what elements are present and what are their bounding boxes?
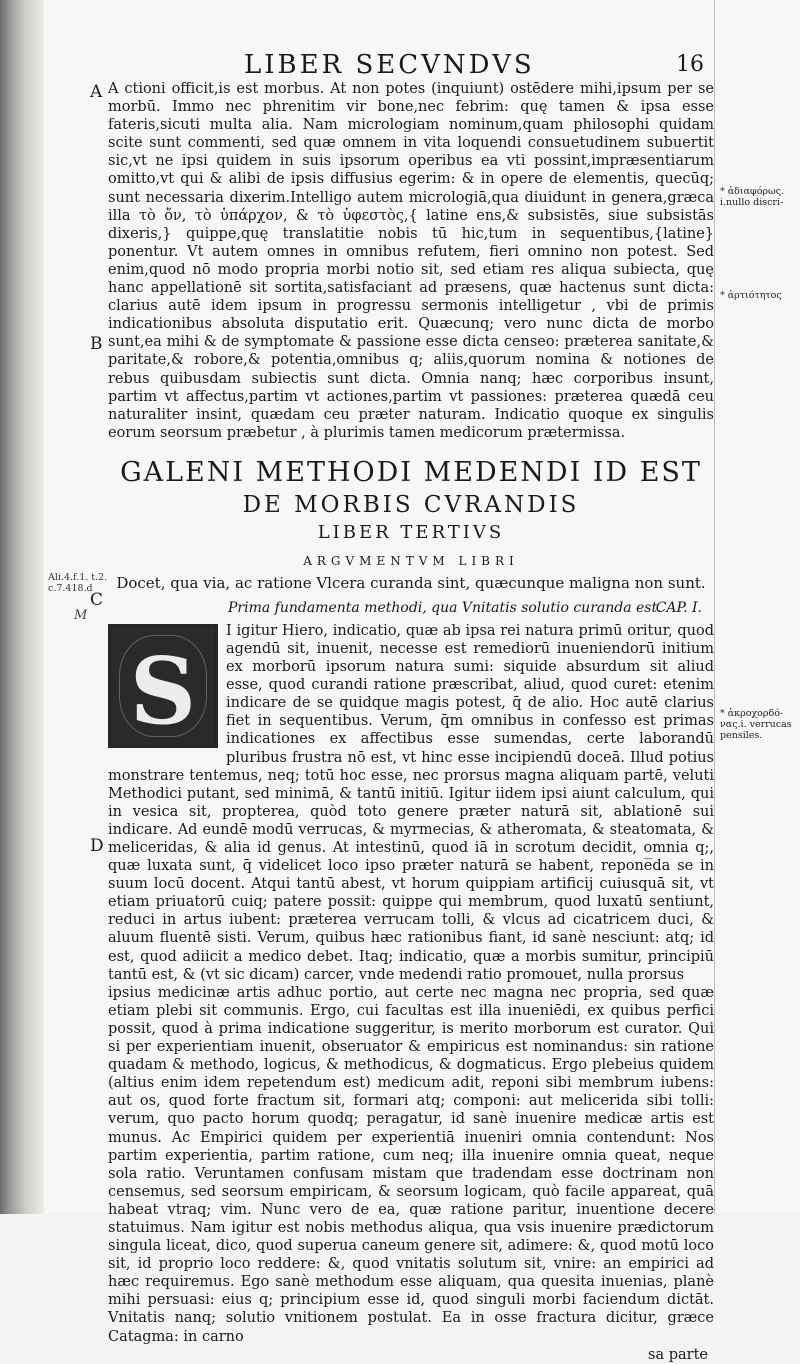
chapter-number: CAP. I. bbox=[655, 599, 702, 616]
side-note-greek-cont: νας.i. verrucas bbox=[720, 719, 792, 730]
side-note-greek: * ἀρτιότητος bbox=[720, 290, 782, 301]
side-note-1 bbox=[720, 186, 798, 208]
chapter-title: Prima fundamenta methodi, qua Vnitatis solutio curanda est. bbox=[228, 599, 662, 616]
book-title-block bbox=[108, 456, 714, 594]
catchword: sa parte bbox=[648, 1346, 708, 1363]
margin-letter-b: B bbox=[90, 334, 103, 354]
paragraph-3: ipsius medicinæ artis adhuc portio, aut certe nec magna nec propria, sed quæ etiam plebi sit communis. Ergo, cui facultas est illa inueniēdi, ex quibus perfici possit, quod à prima indicatione suggeritur, is merito morborum est curator. Qui si per experientiam inuenit, obseruator & empiricus est nominandus: sin ratione quadam & methodo, logicus, & methodicus, & dogmaticus. Ergo plebeius quidem (altius enim idem repetendum est) medicum adit, reponi sibi membrum iubens: aut os, quod forte fractum sit, formari atq; componi: aut melicerida sibi tolli: verum, quo pacto horum quodq; peragatur, id sanè inuenire medicæ artis est munus. Ac Empirici quidem per experientiā inueniri omnia contendunt: Nos partim experientia, partim ratione, cum neq; illa inuenire omnia queat, neque sola ratio. Veruntamen confusam mistam que tradendam esse doctrinam non censemus, sed seorsum empiricam, & seorsum logicam, quò facile appareat, quā habeat vtraq; vim. Nunc vero de ea, quæ ratione paritur, inuentione decere statuimus. Nam igitur est nobis methodus aliqua, qua vsis inuenire prædictorum singula liceat, dico, quod superua caneum genere sit, adimere: &, quod motū loco sit, id proprio loco reddere: &, quod vnitatis solutum sit, vnire: an empirici ad hæc requiremus. Ego sanè methodum esse aliquam, qua quesita inuenias, planè mihi persuasi: eius q; principium esse id, quod singuli morbi faciendum dictāt. Vnitatis nanq; solutio vnitionem postulat. Ea in osse fractura dicitur, græce Catagma: in carno bbox=[108, 984, 714, 1345]
book-title: GALENI METHODI MEDENDI ID EST bbox=[120, 456, 702, 488]
running-title: LIBER SECVNDVS bbox=[244, 50, 535, 80]
side-note-greek: * ἀκροχορδό- bbox=[720, 708, 784, 719]
side-note-latin: pensiles. bbox=[720, 730, 763, 741]
argument-heading: ARGVMENTVM LIBRI bbox=[303, 553, 519, 568]
margin-letter-c: C bbox=[90, 590, 104, 610]
margin-rule bbox=[714, 0, 715, 1214]
page-number: 16 bbox=[676, 52, 704, 77]
page bbox=[44, 0, 800, 1363]
margin-reference-line: Ali.4.f.1. t.2. bbox=[48, 572, 108, 583]
side-note-latin: i.nullo discri- bbox=[720, 197, 784, 208]
book-number: LIBER TERTIVS bbox=[317, 521, 505, 543]
paragraph-2: I igitur Hiero, indicatio, quæ ab ipsa rei natura primū oritur, quod agendū sit, inuenit, necesse est remediorū inueniendorū initium ex morborū ipsorum natura sumi: siquide absurdum sit aliud esse, quod curandi ratione præscribat, aliud, quod curet: etenim indicare de se quidque magis potest, q̄ de alio. Hoc autē clarius fiet in sequentibus. Verum, q̄m omnibus in confesso est primas indicationes ex affectibus esse sumendas, certe laborandū pluribus frustra nō est, vt hinc esse incipiendū doceā. Illud potius monstrare tentemus, neq; totū hoc esse, nec prorsus magna aliquam partē, veluti Methodici putant, sed minimā, & tantū initiū. Igitur iidem ipsi aiunt calculum, qui in vesica sit, propterea, quòd toto genere præter naturā sit, ablationē sui indicare. Ad eundē modū verrucas, & myrmecias, & atheromata, & steatomata, & meliceridas, & alia id genus. At intestinū, quod iā in scrotum decidit, omnia q;, quæ luxata sunt, q̄ videlicet loco ipso præter naturā se habent, repone̅da se in suum locū docent. Atqui tantū abest, vt horum quippiam artificij cuiusquā sit, vt etiam priuatorū cuiq; patere possit: quippe qui membrum, quod luxatū sentiunt, reduci in artus iubent: præterea verrucam tolli, & vlcus ad cicatricem duci, & aluum fluentē sisti. Verum, quibus hæc rationibus fiant, id sanè nesciunt: atq; id est, quod adiicit a medico debet. Itaq; indicatio, quæ a morbis sumitur, principiū tantū est, & (vt sic dicam) carcer, vnde medendi ratio promouet, nulla prorsus bbox=[108, 622, 714, 983]
page-header bbox=[244, 50, 714, 84]
margin-handwritten-mark: M bbox=[74, 608, 88, 623]
book-subtitle: DE MORBIS CVRANDIS bbox=[242, 491, 580, 518]
side-note-3 bbox=[720, 708, 798, 741]
book-gutter bbox=[0, 0, 44, 1214]
side-note-2 bbox=[720, 290, 798, 301]
text-body bbox=[108, 80, 714, 1364]
argument-text: Docet, qua via, ac ratione Vlcera curanda sint, quæcunque maligna non sunt. bbox=[116, 573, 706, 592]
margin-letter-d: D bbox=[90, 836, 104, 856]
margin-reference-line: c.7.418.d bbox=[48, 583, 93, 594]
paragraph-1: A ctioni officit,is est morbus. At non potes (inquiunt) ostēdere mihi,ipsum per se morbū. Immo nec phrenitim vir bone,nec febrim: quę tamen & ipsa esse fateris,sicuti multa alia. Nam micrologiam nominum,quam philosophi quidam scite sunt commenti, sed quæ omnem in vita loquendi consuetudinem subuertit sic,vt ne ipsi quidem in suis ipsorum operibus ea vti possint,impræsentiarum omitto,vt qui & alibi de ipsis diffusius egerim: & in opere de elementis, quecūq; sunt necessaria dixerim.Intelligo autem micrologiā,qua diuidunt in genera,græca illa τὸ ὄν, τὸ ὑπάρχον, & τὸ ὑφεστὸς,{ latine ens,& subsistēs, siue subsistās dixeris,} quippe,quę translatitie nobis tū hic,tum in sequentibus,{latine} ponentur. Vt autem omnes in omnibus refutem, fieri omnino non potest. Sed enim,quod nō modo propria morbi notio sit, sed etiam res aliqua subiecta, quę hanc appellationē sit sortita,satisfaciant ad præsens, quæ hactenus sunt dicta: clarius autē idem ipsum in progressu sermonis intelligetur , vbi de primis indicationibus absoluta disputatio erit. Quæcunq; vero nunc dicta de morbo sunt,ea mihi & de symptomate & passione esse dicta censeo: præterea sanitate,& paritate,& robore,& potentia,omnibus q; aliis,quorum nomina & notiones de rebus quibusdam subiectis sunt dicta. Omnia nanq; hæc corporibus insunt, partim vt affectus,partim vt actiones,partim vt passiones: præterea quædā ceu naturaliter insint, quædam ceu præter naturam. Indicatio quoque ex singulis eorum seorsum præbetur , à plurimis tamen medicorum prætermissa. bbox=[108, 81, 714, 441]
initial-letter: S bbox=[129, 636, 197, 745]
chapter-heading bbox=[108, 600, 714, 622]
margin-letter-a: A bbox=[90, 82, 103, 102]
decorated-initial bbox=[108, 624, 218, 748]
side-note-greek: * ἀδιαφόρως. bbox=[720, 186, 785, 197]
